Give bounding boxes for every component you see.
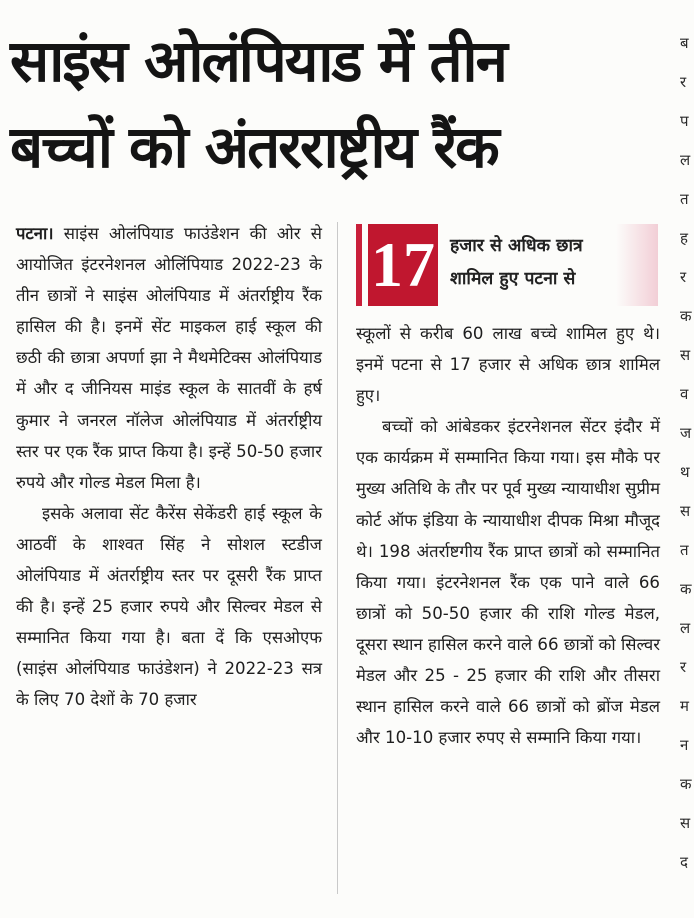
adjacent-article-glyph: प bbox=[680, 112, 689, 130]
callout-fade bbox=[616, 224, 658, 306]
adjacent-article-glyph: क bbox=[680, 307, 692, 325]
adjacent-article-glyph: न bbox=[680, 736, 689, 754]
adjacent-article-glyph: क bbox=[680, 580, 692, 598]
callout-text-line-1: हजार से अधिक छात्र bbox=[450, 236, 583, 256]
callout-text-line-2: शामिल हुए पटना से bbox=[450, 269, 576, 289]
column-divider bbox=[337, 222, 338, 894]
adjacent-article-glyph: स bbox=[680, 814, 691, 832]
adjacent-article-glyph: ह bbox=[680, 229, 688, 247]
adjacent-article-glyph: ब bbox=[680, 34, 689, 52]
adjacent-article-glyph: द bbox=[680, 853, 688, 871]
adjacent-article-glyph: ज bbox=[680, 424, 692, 442]
article-paragraph-1 bbox=[16, 218, 322, 498]
headline bbox=[10, 18, 670, 190]
headline-line-2: बच्चों को अंतरराष्ट्रीय रैंक bbox=[10, 113, 498, 181]
paragraph-1-text: साइंस ओलंपियाड फाउंडेशन की ओर से आयोजित इंटरनेशनल ओलिंपियाड 2022-23 के तीन छात्रों ने साइंस ओलंपियाड में अंतर्राष्ट्रीय रैंक हासिल की है। इनमें सेंट माइकल हाई स्कूल की छठी की छात्रा अपर्णा झा ने मैथमेटिक्स ओलंपियाड में और द जीनियस माइंड स्कूल के सातवीं के हर्ष कुमार ने जनरल नॉलेज ओलंपियाड में अंतर्राष्ट्रीय स्तर पर एक रैंक प्राप्त किया है। इन्हें 50-50 हजार रुपये और गोल्ड मेडल मिला है। bbox=[16, 224, 322, 492]
adjacent-article-glyph: ल bbox=[680, 151, 691, 169]
adjacent-article-glyph: ल bbox=[680, 619, 691, 637]
callout-number: 17 bbox=[368, 224, 438, 306]
adjacent-article-glyph: र bbox=[680, 268, 687, 286]
adjacent-article-glyph: म bbox=[680, 697, 689, 715]
stat-callout bbox=[356, 218, 658, 312]
adjacent-article-glyph: स bbox=[680, 502, 691, 520]
headline-line-1: साइंस ओलंपियाड में तीन bbox=[10, 27, 506, 95]
adjacent-article-glyph: त bbox=[680, 541, 689, 559]
callout-accent-bar bbox=[356, 224, 362, 306]
article-right-column bbox=[356, 318, 660, 753]
adjacent-article-glyph: क bbox=[680, 775, 692, 793]
adjacent-article-glyph: र bbox=[680, 658, 687, 676]
adjacent-article-glyph: र bbox=[680, 73, 687, 91]
adjacent-article-glyph: व bbox=[680, 385, 689, 403]
article-paragraph-2: इसके अलावा सेंट कैरेंस सेकेंडरी हाई स्कूल के आठवीं के शाश्वत सिंह ने सोशल स्टडीज ओलंपियाड में अंतर्राष्ट्रीय स्तर पर दूसरी रैंक प्राप्त की है। इन्हें 25 हजार रुपये और सिल्वर मेडल से सम्मानित किया गया है। बता दें कि एसओएफ (साइंस ओलंपियाड फाउंडेशन) ने 2022-23 सत्र के लिए 70 देशों के 70 हजार bbox=[16, 503, 322, 710]
article-paragraph-4: बच्चों को आंबेडकर इंटरनेशनल सेंटर इंदौर में एक कार्यक्रम में सम्मानित किया गया। इस मौके पर मुख्य अतिथि के तौर पर पूर्व मुख्य न्यायाधीश सुप्रीम कोर्ट ऑफ इंडिया के न्यायाधीश दीपक मिश्रा मौजूद थे। 198 अंतर्राष्टगीय रैंक प्राप्त छात्रों को सम्मानित किया गया। इंटरनेशनल रैंक एक पाने वाले 66 छात्रों को 50-50 हजार की राशि गोल्ड मेडल, दूसरा स्थान हासिल करने वाले 66 छात्रों को सिल्वर मेडल और 25 - 25 हजार की राशि और तीसरा स्थान हासिल करने वाले 66 छात्रों को ब्रोंज मेडल और 10-10 हजार रुपए से सम्मानि किया गया। bbox=[356, 417, 660, 748]
adjacent-article-glyph: थ bbox=[680, 463, 690, 481]
adjacent-article-glyph: स bbox=[680, 346, 691, 364]
adjacent-article-strip bbox=[672, 0, 694, 918]
article-left-column bbox=[16, 218, 322, 716]
adjacent-article-glyph: त bbox=[680, 190, 689, 208]
dateline: पटना। bbox=[16, 224, 54, 243]
article-paragraph-3: स्कूलों से करीब 60 लाख बच्चे शामिल हुए थे। इनमें पटना से 17 हजार से अधिक छात्र शामिल हुए। bbox=[356, 324, 660, 406]
